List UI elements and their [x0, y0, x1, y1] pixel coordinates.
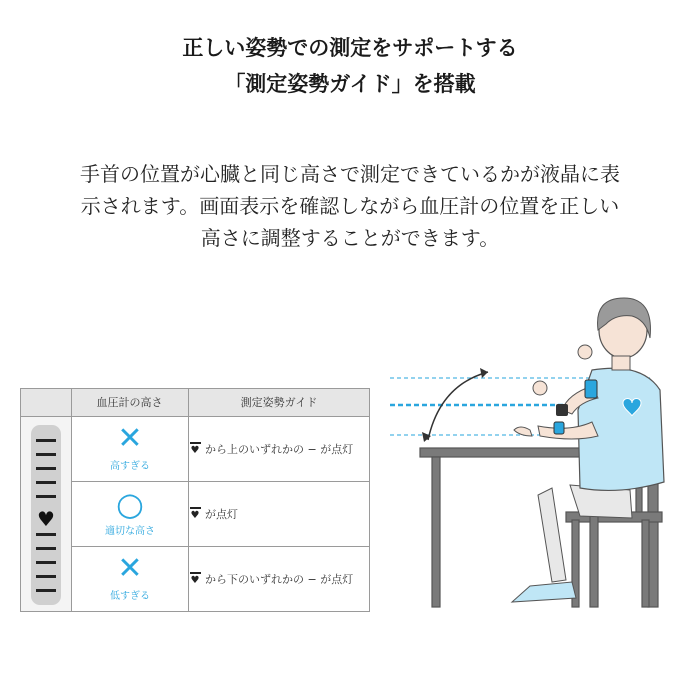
description-line-1: 手首の位置が心臓と同じ高さで測定できているかが液晶に表: [80, 162, 620, 186]
seated-person-illustration: [380, 290, 690, 610]
height-indicator-bar: [31, 425, 61, 605]
cross-icon: ✕: [117, 551, 143, 586]
row-too-high-height: [72, 423, 188, 472]
description-line-3: 高さに調整することができます。: [200, 226, 500, 250]
header-device-height: 血圧計の高さ: [96, 396, 163, 409]
cross-icon: ✕: [117, 421, 143, 456]
description-line-2: 示されます。画面表示を確認しながら血圧計の位置を正しい: [80, 194, 620, 218]
heart-icon: ♥: [37, 507, 55, 531]
indicator-segment: [36, 533, 56, 536]
headline-line-1: 正しい姿勢での測定をサポートする: [182, 36, 518, 60]
indicator-segment: [36, 547, 56, 550]
row-proper-height: [72, 485, 188, 537]
row-too-low-height: [72, 553, 188, 602]
header-posture-guide: 測定姿勢ガイド: [240, 396, 318, 409]
row-too-low-guide: [189, 547, 367, 611]
circle-icon: ○: [116, 485, 144, 523]
mini-indicator-icon: ♥: [189, 572, 201, 586]
indicator-segment: [36, 467, 56, 470]
headline-line-2: 「測定姿勢ガイド」を搭載: [224, 72, 476, 96]
indicator-segment: [36, 561, 56, 564]
description: [0, 158, 700, 254]
indicator-segment: [36, 589, 56, 592]
guide-text: から下のいずれかの − が点灯: [205, 573, 354, 586]
guide-text: から上のいずれかの − が点灯: [205, 443, 354, 456]
scale-column: [21, 417, 71, 611]
mini-indicator-icon: ♥: [189, 442, 201, 456]
posture-guide-table: [20, 388, 370, 612]
height-label: 適切な高さ: [105, 526, 155, 537]
indicator-segment: [36, 481, 56, 484]
mini-indicator-icon: ♥: [189, 507, 201, 521]
row-too-high-guide: [189, 417, 367, 481]
indicator-segment: [36, 453, 56, 456]
indicator-segment: [36, 495, 56, 498]
guide-text: が点灯: [205, 508, 238, 521]
indicator-segment: [36, 575, 56, 578]
table-header-row: [21, 389, 369, 417]
headline: [0, 30, 700, 102]
slipper: [512, 582, 576, 602]
height-label: 高すぎる: [110, 461, 150, 472]
row-proper-guide: [189, 482, 367, 546]
indicator-segment: [36, 439, 56, 442]
height-label: 低すぎる: [110, 591, 150, 602]
